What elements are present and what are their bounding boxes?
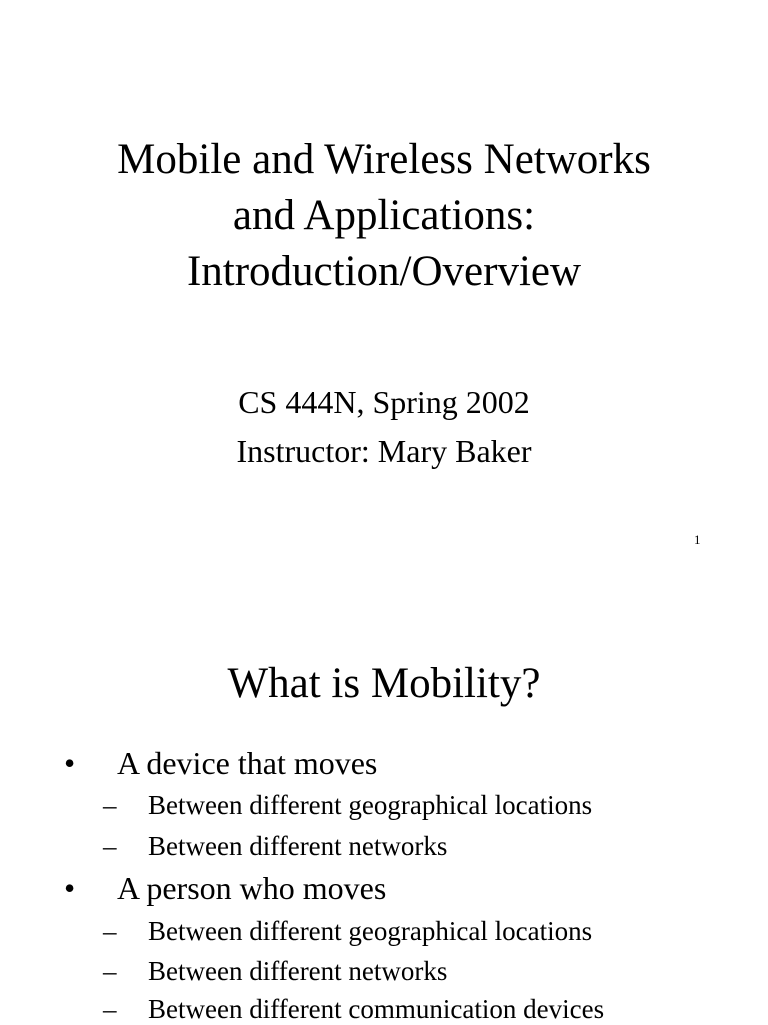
slide-2 [0, 576, 768, 1024]
title-line-2: and Applications: [232, 192, 536, 239]
sub-bullet-text: Between different networks [148, 831, 448, 861]
sub-bullet-marker: – [103, 790, 117, 820]
title-line-3: Introduction/Overview [186, 248, 582, 295]
title-line-1: Mobile and Wireless Networks [117, 136, 651, 183]
sub-bullet-marker: – [103, 916, 117, 946]
sub-bullet-marker: – [103, 994, 117, 1024]
bullet-marker: • [64, 745, 76, 781]
slide-title: What is Mobility? [227, 660, 541, 707]
sub-bullet-text: Between different geographical locations [148, 790, 593, 820]
sub-bullet-marker: – [103, 831, 117, 861]
course-info: CS 444N, Spring 2002 [238, 384, 530, 420]
page-number: 1 [694, 532, 701, 547]
sub-bullet-text: Between different geographical locations [148, 916, 593, 946]
slide-title [0, 132, 768, 300]
sub-bullet-marker: – [103, 956, 117, 986]
sub-bullet-text: Between different networks [148, 956, 448, 986]
bullet-text: A device that moves [117, 745, 378, 781]
sub-bullet-text: Between different communication devices [148, 994, 605, 1024]
instructor-info: Instructor: Mary Baker [236, 433, 532, 469]
bullet-text: A person who moves [117, 870, 387, 906]
bullet-marker: • [64, 870, 76, 906]
